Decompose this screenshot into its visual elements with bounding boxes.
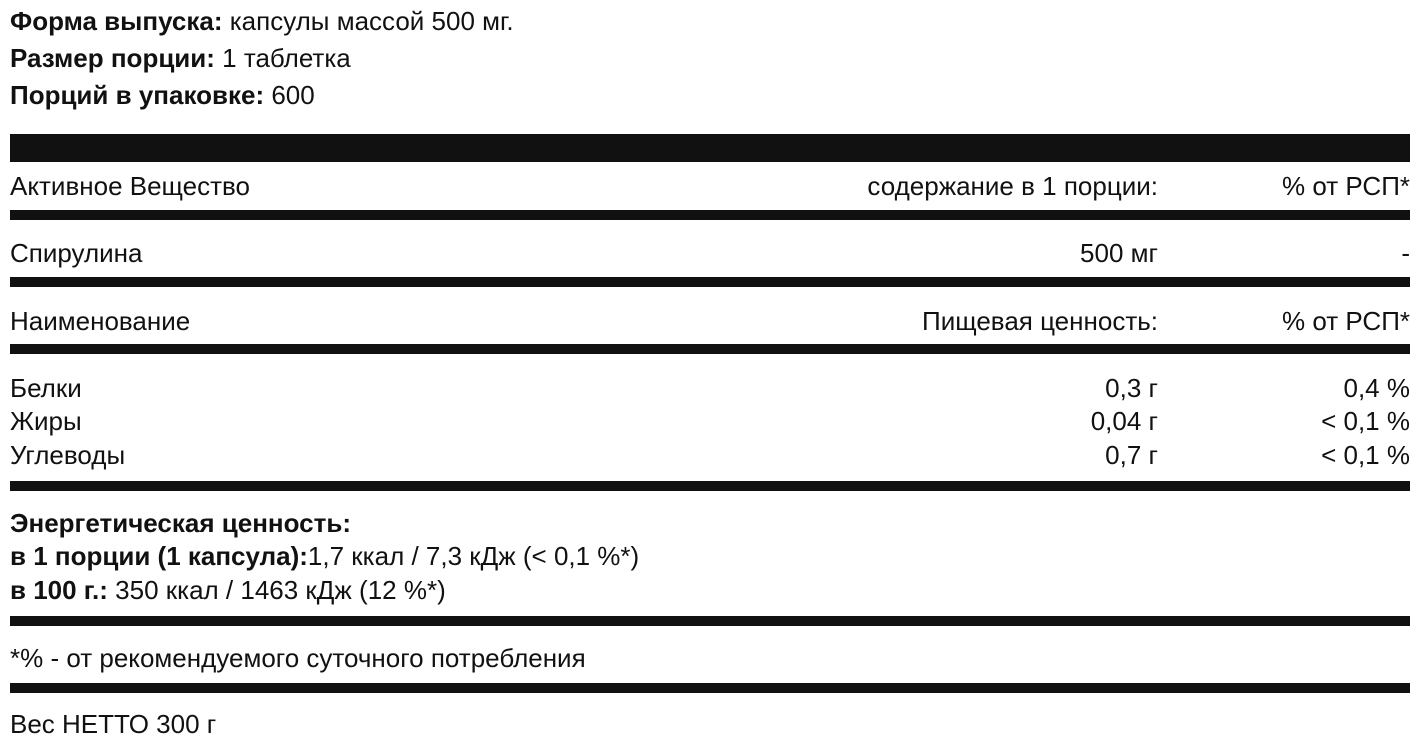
serving-size-line xyxy=(10,43,351,73)
servings-per-pack-value: 600 xyxy=(264,80,315,110)
table-top-bar xyxy=(10,134,1410,162)
active-row-name: Спирулина xyxy=(10,238,143,268)
energy-title-text: Энергетическая ценность: xyxy=(10,508,351,538)
energy-per-serving-line xyxy=(10,541,639,571)
energy-per-100g-value: 350 ккал / 1463 кДж (12 %*) xyxy=(107,575,446,605)
energy-per-100g-label: в 100 г.: xyxy=(10,575,108,605)
energy-per-100g-line xyxy=(10,575,446,605)
nutrition-row-name: Углеводы xyxy=(10,440,126,470)
active-header-name: Активное Вещество xyxy=(10,171,251,201)
energy-title xyxy=(10,508,351,538)
divider xyxy=(10,210,1410,220)
nutrition-row-name: Белки xyxy=(10,373,82,403)
nutrition-header-rda: % от РСП* xyxy=(1282,306,1410,336)
nutrition-header-name: Наименование xyxy=(10,306,191,336)
footnote: *% - от рекомендуемого суточного потребления xyxy=(10,643,586,673)
net-weight: Вес НЕТТО 300 г xyxy=(10,709,217,739)
nutrition-row-amount: 0,3 г xyxy=(1105,373,1158,403)
divider xyxy=(10,344,1410,354)
active-header-amount: содержание в 1 порции: xyxy=(867,171,1158,201)
release-form-line xyxy=(10,6,514,36)
nutrition-row-rda: < 0,1 % xyxy=(1321,440,1410,470)
active-header-rda: % от РСП* xyxy=(1282,171,1410,201)
divider xyxy=(10,277,1410,287)
active-row-rda: - xyxy=(1401,238,1410,268)
divider xyxy=(10,683,1410,693)
divider xyxy=(10,481,1410,491)
table-row xyxy=(10,406,1410,436)
release-form-label: Форма выпуска: xyxy=(10,6,223,36)
table-row xyxy=(10,440,1410,470)
servings-per-pack-label: Порций в упаковке: xyxy=(10,80,265,110)
energy-per-serving-label: в 1 порции (1 капсула): xyxy=(10,541,308,571)
active-row-amount: 500 мг xyxy=(1080,238,1158,268)
nutrition-row-rda: 0,4 % xyxy=(1343,373,1410,403)
energy-per-serving-value: 1,7 ккал / 7,3 кДж (< 0,1 %*) xyxy=(307,541,640,571)
active-table-header xyxy=(10,171,1410,201)
release-form-value: капсулы массой 500 мг. xyxy=(222,6,514,36)
divider xyxy=(10,616,1410,626)
servings-per-pack-line xyxy=(10,80,315,110)
serving-size-label: Размер порции: xyxy=(10,43,215,73)
serving-size-value: 1 таблетка xyxy=(214,43,351,73)
nutrition-row-amount: 0,7 г xyxy=(1105,440,1158,470)
nutrition-row-rda: < 0,1 % xyxy=(1321,406,1410,436)
nutrition-table-header xyxy=(10,306,1410,336)
table-row xyxy=(10,238,1410,268)
nutrition-row-amount: 0,04 г xyxy=(1090,406,1158,436)
nutrition-header-amount: Пищевая ценность: xyxy=(922,306,1158,336)
nutrition-row-name: Жиры xyxy=(10,406,82,436)
table-row xyxy=(10,373,1410,403)
